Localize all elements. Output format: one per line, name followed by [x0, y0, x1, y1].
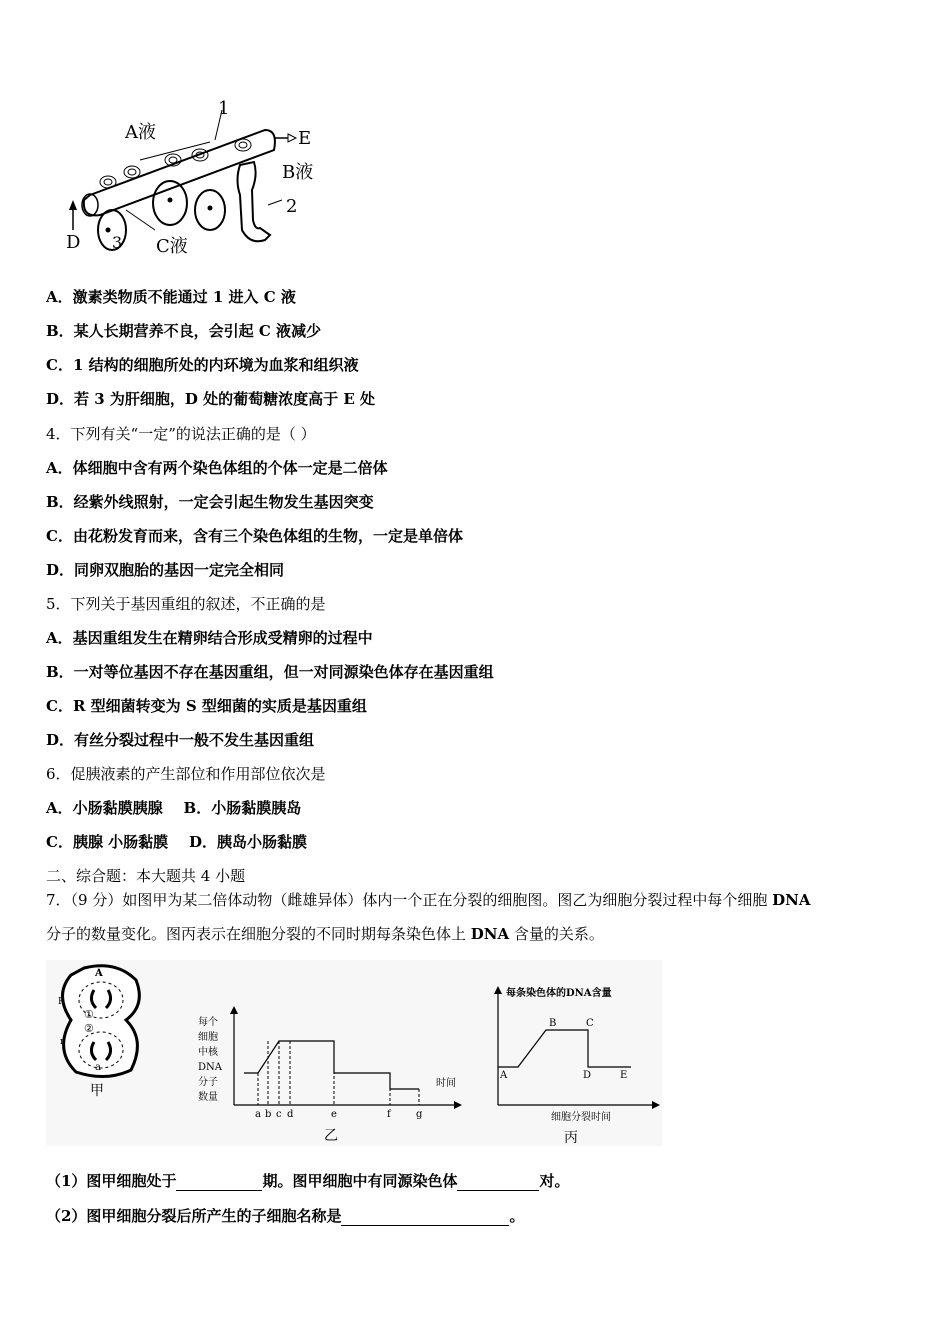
- q7-text-b: 分子的数量变化。图丙表示在细胞分裂的不同时期每条染色体上: [46, 925, 471, 943]
- q5-option-c: C．R 型细菌转变为 S 型细菌的实质是基因重组: [46, 697, 367, 715]
- q7-sub1-text-c: 对。: [539, 1172, 570, 1190]
- yi-xlabel: 时间: [436, 1078, 456, 1089]
- q5-stem: 5．下列关于基因重组的叙述，不正确的是: [46, 595, 326, 613]
- q7-sub1-text-b: 期。图甲细胞中有同源染色体: [262, 1172, 458, 1190]
- q7-stem: [46, 883, 906, 951]
- jia-label-a2: a: [95, 1062, 101, 1073]
- q7-text-c: 含量的关系。: [509, 925, 604, 943]
- yi-tick-a: a: [255, 1109, 261, 1120]
- bing-point-c: C: [586, 1018, 594, 1029]
- jia-label-2: ②: [84, 1022, 94, 1035]
- q4-option-b: B．经紫外线照射，一定会引起生物发生基因突变: [46, 493, 374, 511]
- bing-point-d: D: [583, 1070, 592, 1081]
- yi-caption: 乙: [324, 1128, 338, 1144]
- q3-option-d: D．若 3 为肝细胞，D 处的葡萄糖浓度高于 E 处: [46, 390, 375, 408]
- lymph-vessel: [238, 162, 271, 241]
- q5-option-d: D．有丝分裂过程中一般不发生基因重组: [46, 731, 315, 749]
- q6-options-row2: C．胰腺 小肠黏膜 D．胰岛小肠黏膜: [46, 833, 308, 851]
- q7-sub2-text-b: 。: [509, 1207, 525, 1225]
- section-heading: 二、综合题：本大题共 4 小题: [46, 867, 246, 885]
- q3-option-b: B．某人长期营养不良，会引起 C 液减少: [46, 322, 322, 340]
- blank-homologous-pairs[interactable]: [457, 1172, 539, 1191]
- q4-option-a: A．体细胞中含有两个染色体组的个体一定是二倍体: [46, 459, 388, 477]
- yi-ylabel-line: 数量: [198, 1092, 218, 1103]
- bing-point-a: A: [500, 1070, 508, 1081]
- jia-label-r: R: [58, 997, 65, 1007]
- jia-caption: 甲: [90, 1083, 104, 1099]
- q5-option-a: A．基因重组发生在精卵结合形成受精卵的过程中: [46, 629, 373, 647]
- q7-sub1: [46, 1170, 569, 1191]
- jia-label-r2: r: [60, 1037, 65, 1047]
- q4-option-c: C．由花粉发育而来，含有三个染色体组的生物，一定是单倍体: [46, 527, 463, 545]
- label-d: D: [66, 232, 81, 253]
- label-c-fluid: C液: [156, 236, 188, 257]
- blank-phase[interactable]: [176, 1172, 262, 1191]
- yi-tick-e: e: [331, 1109, 337, 1120]
- yi-ylabel-line: DNA: [198, 1062, 222, 1073]
- yi-tick-g: g: [416, 1109, 423, 1120]
- bing-point-b: B: [549, 1018, 557, 1029]
- body-fluid-diagram: [60, 100, 330, 270]
- bing-point-e: E: [620, 1070, 628, 1081]
- q7-number: 7．（9 分）: [46, 891, 123, 909]
- yi-tick-d: d: [287, 1109, 294, 1120]
- q7-dna-1: DNA: [772, 891, 811, 909]
- label-e: E: [298, 128, 312, 149]
- q7-sub2-text-a: （2）图甲细胞分裂后所产生的子细胞名称是: [46, 1207, 342, 1225]
- yi-ylabel-line: 每个: [198, 1017, 218, 1028]
- blank-daughter-cell-name[interactable]: [341, 1207, 509, 1226]
- q6-options-row1: A．小肠黏膜胰腺 B．小肠黏膜胰岛: [46, 799, 302, 817]
- figure-row: [46, 960, 662, 1146]
- q5-option-b: B．一对等位基因不存在基因重组，但一对同源染色体存在基因重组: [46, 663, 494, 681]
- label-1: 1: [218, 100, 230, 119]
- yi-tick-c: c: [276, 1109, 282, 1120]
- bing-ylabel: 每条染色体的DNA含量: [506, 988, 612, 999]
- label-a-fluid: A液: [125, 122, 156, 143]
- jia-label-a: A: [95, 968, 103, 979]
- bing-caption: 丙: [564, 1130, 578, 1146]
- bing-xlabel: 细胞分裂时间: [551, 1112, 611, 1123]
- yi-tick-f: f: [387, 1109, 391, 1120]
- q6-stem: 6．促胰液素的产生部位和作用部位依次是: [46, 765, 326, 783]
- q7-sub2: [46, 1205, 524, 1226]
- label-2: 2: [286, 196, 298, 217]
- label-3: 3: [112, 233, 123, 252]
- yi-tick-b: b: [265, 1109, 272, 1120]
- q4-stem: 4．下列有关“一定”的说法正确的是（ ）: [46, 425, 316, 443]
- yi-ylabel-line: 分子: [198, 1077, 218, 1088]
- label-b-fluid: B液: [282, 162, 314, 183]
- q4-option-d: D．同卵双胞胎的基因一定完全相同: [46, 561, 285, 579]
- q3-option-c: C．1 结构的细胞所处的内环境为血浆和组织液: [46, 356, 359, 374]
- q7-dna-2: DNA: [470, 925, 510, 943]
- jia-label-1: ①: [84, 1008, 94, 1021]
- yi-ylabel-line: 中核: [198, 1047, 218, 1058]
- q3-option-a: A．激素类物质不能通过 1 进入 C 液: [46, 288, 296, 306]
- q7-text-a: 如图甲为某二倍体动物（雌雄异体）体内一个正在分裂的细胞图。图乙为细胞分裂过程中每个细胞: [122, 891, 773, 909]
- yi-ylabel-line: 细胞: [198, 1032, 218, 1043]
- q7-sub1-text-a: （1）图甲细胞处于: [46, 1172, 177, 1190]
